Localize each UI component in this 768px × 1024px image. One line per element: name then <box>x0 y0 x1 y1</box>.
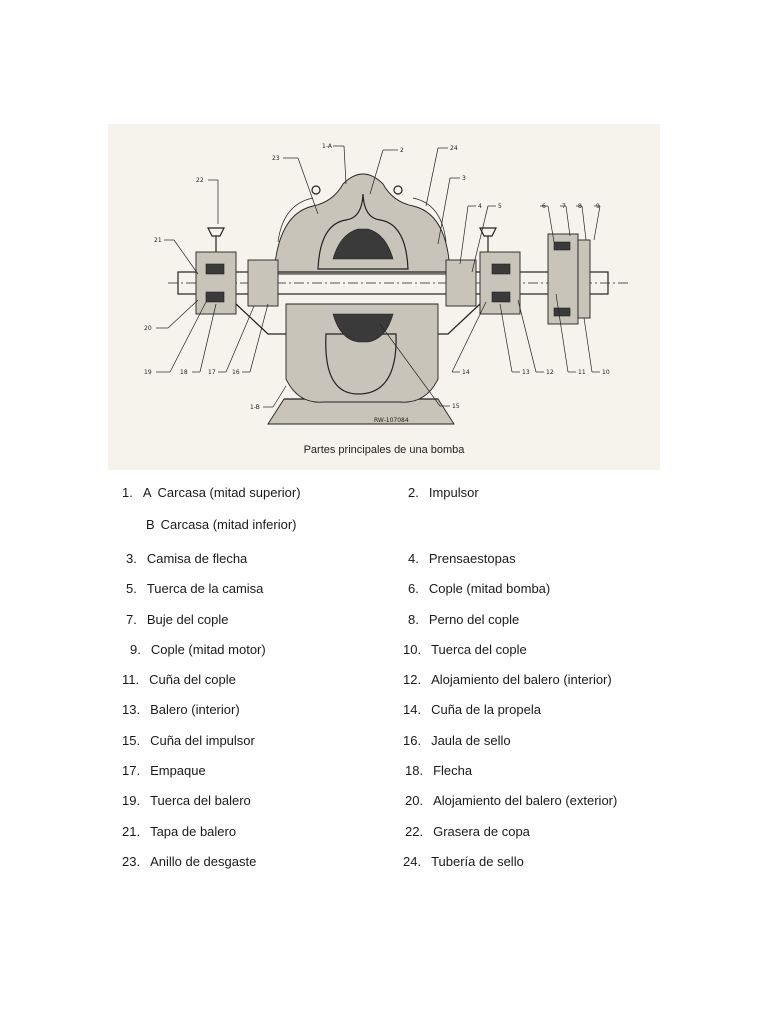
list-item: 12. Alojamiento del balero (interior) <box>403 672 612 687</box>
list-item: 15. Cuña del impulsor <box>122 733 255 748</box>
list-item: 18. Flecha <box>405 763 473 778</box>
coupling-motor-half <box>578 240 590 318</box>
pump-base <box>268 399 454 424</box>
callout-label: 23 <box>272 155 280 162</box>
list-item: 23. Anillo de desgaste <box>122 854 257 869</box>
list-item: 4. Prensaestopas <box>408 551 516 566</box>
callout-label: 10 <box>602 369 610 376</box>
list-item: 8. Perno del cople <box>408 612 520 627</box>
callout-label: 19 <box>144 369 152 376</box>
callout-label: 6 <box>542 203 546 210</box>
figure-caption: Partes principales de una bomba <box>303 444 465 456</box>
callout-label: 12 <box>546 369 554 376</box>
list-item: 20. Alojamiento del balero (exterior) <box>405 793 618 808</box>
callout-label: 18 <box>180 369 188 376</box>
callout-label: 16 <box>232 369 240 376</box>
list-item: 6. Cople (mitad bomba) <box>408 581 551 596</box>
callout-label: 14 <box>462 369 470 376</box>
list-item: 17. Empaque <box>122 763 206 778</box>
callout-label: 5 <box>498 203 502 210</box>
list-item: 24. Tubería de sello <box>403 854 524 869</box>
callout-label: 9 <box>596 203 600 210</box>
list-item: 16. Jaula de sello <box>403 733 511 748</box>
list-item: B Carcasa (mitad inferior) <box>146 517 297 532</box>
callout-label: 2 <box>400 147 404 154</box>
callout-label: 13 <box>522 369 530 376</box>
list-item: 1. A Carcasa (mitad superior) <box>122 485 301 500</box>
callout-label: 21 <box>154 237 162 244</box>
callout-label: 24 <box>450 145 458 152</box>
callout-label: 8 <box>578 203 582 210</box>
callout-label: 7 <box>562 203 566 210</box>
list-item: 11. Cuña del cople <box>122 672 236 687</box>
list-item: 10. Tuerca del cople <box>403 642 527 657</box>
callout-label: 11 <box>578 369 586 376</box>
list-item: 5. Tuerca de la camisa <box>126 581 264 596</box>
list-item: 19. Tuerca del balero <box>122 793 251 808</box>
pump-diagram-figure <box>108 124 660 470</box>
callout-label: 22 <box>196 177 204 184</box>
list-item: 9. Cople (mitad motor) <box>130 642 266 657</box>
callout-label: 4 <box>478 203 482 210</box>
list-item: 7. Buje del cople <box>126 612 229 627</box>
callout-label: 1-A <box>322 143 332 150</box>
pump-cross-section-drawing <box>108 124 660 470</box>
callout-label: 1-B <box>250 404 260 411</box>
list-item: 2. Impulsor <box>408 485 479 500</box>
callout-label: 20 <box>144 325 152 332</box>
list-item: 21. Tapa de balero <box>122 824 237 839</box>
callout-label: 3 <box>462 175 466 182</box>
list-item: 3. Camisa de flecha <box>126 551 248 566</box>
list-item: 14. Cuña de la propela <box>403 702 541 717</box>
callout-label: 15 <box>452 403 460 410</box>
list-item: 22. Grasera de copa <box>405 824 530 839</box>
callout-label: 17 <box>208 369 216 376</box>
list-item: 13. Balero (interior) <box>122 702 240 717</box>
drawing-code: RW-107084 <box>374 417 409 424</box>
